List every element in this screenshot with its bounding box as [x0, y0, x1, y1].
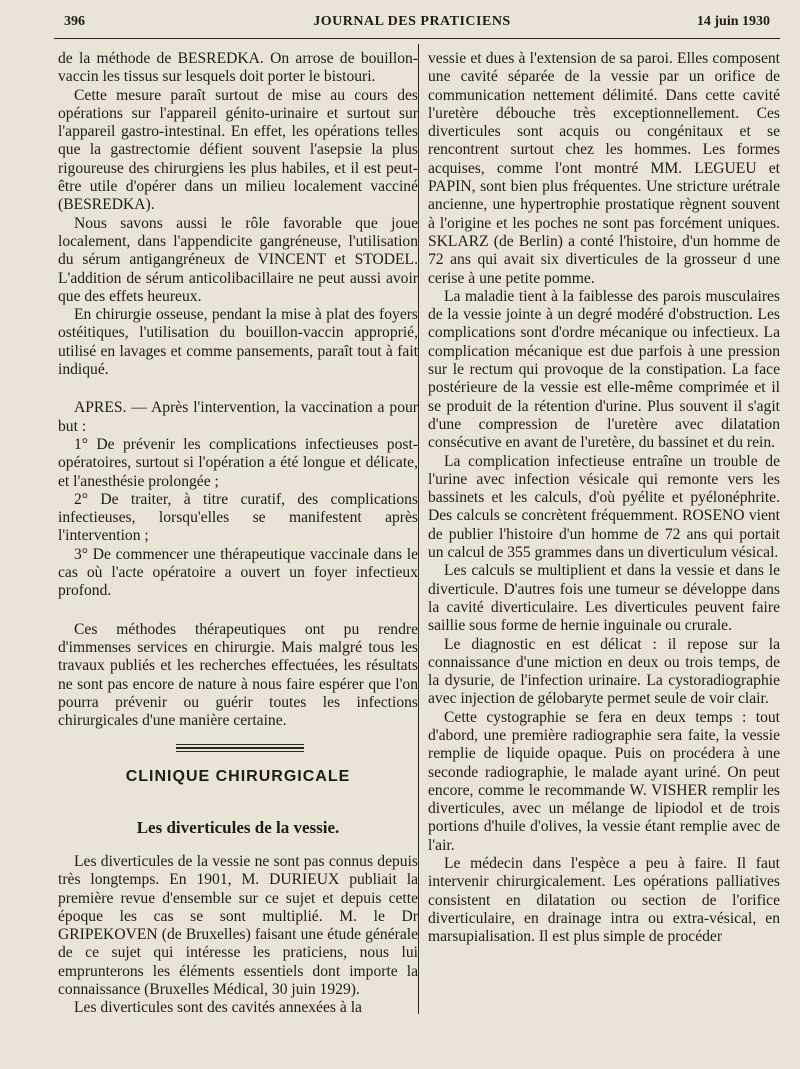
header-rule	[54, 38, 780, 39]
paragraph: En chirurgie osseuse, pendant la mise à plat des foyers ostéitiques, l'utilisation du bouillon-vaccin approprié, utilisé en lavages et comme pansements, paraît tout à fait indiqué.	[58, 306, 418, 379]
paragraph: Ces méthodes thérapeutiques ont pu rendre d'immenses services en chirurgie. Mais malgré tous les travaux publiés et les recherches effectuées, les résultats ne sont pas encore de nature à nous faire espérer que l'on pourra prévenir ou guérir toutes les infections chirurgicales d'une manière certaine.	[58, 620, 418, 730]
paragraph: Le diagnostic en est délicat : il repose sur la connaissance d'une miction en deux ou trois temps, de la dysurie, de l'infection urinaire. La cystoradiographie avec injection de gélobaryte permet seule de voir clair.	[428, 635, 780, 708]
section-heading: CLINIQUE CHIRURGICALE	[125, 768, 351, 786]
article-title: Les diverticules de la vessie.	[136, 817, 340, 837]
column-divider	[418, 44, 419, 1014]
paragraph: Les diverticules de la vessie ne sont pas connus depuis très longtemps. En 1901, M. DURIEUX publiait la première revue d'ensemble sur ce sujet et depuis cette époque les cas se sont multiplié. M. le Dr GRIPEKOVEN (de Bruxelles) faisant une étude générale de ce sujet qui intéresse les praticiens, nous lui emprunterons les éléments essentiels dont importe la connaissance (Bruxelles Médical, 30 juin 1929).	[58, 852, 418, 999]
left-column	[58, 50, 418, 1018]
list-item: 1° De prévenir les complications infectieuses post-opératoires, surtout si l'opération a été longue et délicate, et l'anesthésie prolongée ;	[58, 435, 418, 490]
paragraph: La complication infectieuse entraîne un trouble de l'urine avec infection vésicale qui remonte vers les bassinets et les calculs, d'où pyélite et pyélonéphrite. Des calculs se concrètent fréquemment. ROSENO vient de publier l'histoire d'un homme de 72 ans qui portait un calcul de 355 grammes dans un diverticulum vésical.	[428, 452, 780, 562]
paragraph: Cette mesure paraît surtout de mise au cours des opérations sur l'appareil génito-urinaire et surtout sur l'appareil gastro-intestinal. En effet, les opérations telles que la gastrectomie défient souvent l'asepsie la plus rigoureuse des chirurgiens les plus habiles, et il est peut-être utile d'opérer dans un milieu localement vacciné (BESREDKA).	[58, 86, 418, 214]
page-number: 396	[64, 14, 85, 29]
right-column	[428, 50, 780, 947]
paragraph: vessie et dues à l'extension de sa paroi. Elles composent une cavité séparée de la vessie par un orifice de communication nettement délimité. Dans cette cavité l'uretère débouche très exceptionnellement. Ces diverticules sont acquis ou congénitaux et se rencontrent surtout chez les hommes. Les formes acquises, comme l'ont montré MM. LEGUEU et PAPIN, sont bien plus fréquentes. Une stricture urétrale ancienne, une hypertrophie prostatique règnent souvent à l'origine et les poches ne sont pas forcément uniques. SKLARZ (de Berlin) a conté l'histoire, d'un homme de 72 ans qui avait six diverticules de la grosseur d une cerise à une petite pomme.	[428, 50, 780, 287]
paragraph: Le médecin dans l'espèce a peu à faire. Il faut intervenir chirurgicalement. Les opérations palliatives consistent en dilatation ou section de l'orifice diverticulaire, en drainage intra ou extra-vésical, en marsupialisation. Il est plus simple de procéder	[428, 855, 780, 946]
page-header	[54, 14, 770, 36]
list-item: 3° De commencer une thérapeutique vaccinale dans le cas où l'acte opératoire a ouvert un foyer infectieux profond.	[58, 545, 418, 600]
paragraph: Cette cystographie se fera en deux temps : tout d'abord, une première radiographie sera faite, la vessie remplie de liquide opaque. Puis on procédera à une seconde radiographie, le malade ayant uriné. On peut encore, comme le recommande W. VISHER remplir les diverticules, avec un mélange de lipiodol et de trois portions d'huile d'olives, la vessie étant remplie avec de l'air.	[428, 708, 780, 854]
section-ornament-rule	[58, 744, 418, 754]
list-item: 2° De traiter, à titre curatif, des complications infectieuses, lorsqu'elles se manifestent après l'intervention ;	[58, 490, 418, 545]
paragraph: Nous savons aussi le rôle favorable que joue localement, dans l'appendicite gangréneuse, l'utilisation du sérum antigangréneux de VINCENT et STODEL. L'addition de sérum anticolibacillaire ne peut aussi avoir que des effets heureux.	[58, 214, 418, 305]
issue-date: 14 juin 1930	[696, 14, 770, 29]
paragraph: La maladie tient à la faiblesse des parois musculaires de la vessie jointe à un degré modéré d'obstruction. Les complications sont d'ordre mécanique ou infectieux. La complication mécanique est due parfois à une pression sur le rectum qui provoque de la constipation. La face postérieure de la vessie est elle-même comprimée et il se produit de la rétention d'urine. Plus souvent il s'agit d'une compression de l'uretère avec dilatation consécutive en avant de l'uretère, du bassinet et du rein.	[428, 287, 780, 452]
paragraph: de la méthode de BESREDKA. On arrose de bouillon-vaccin les tissus sur lesquels doit porter le bistouri.	[58, 50, 418, 86]
paragraph: Les diverticules sont des cavités annexées à la	[74, 999, 362, 1017]
paragraph: APRES. — Après l'intervention, la vaccination a pour but :	[58, 399, 418, 435]
journal-title: JOURNAL DES PRATICIENS	[313, 14, 511, 29]
paragraph: Les calculs se multiplient et dans la vessie et dans le diverticule. D'autres fois une tumeur se développe dans la cavité diverticulaire. Les diverticules peuvent faire saillie sous forme de hernie inguinale ou crurale.	[428, 562, 780, 635]
